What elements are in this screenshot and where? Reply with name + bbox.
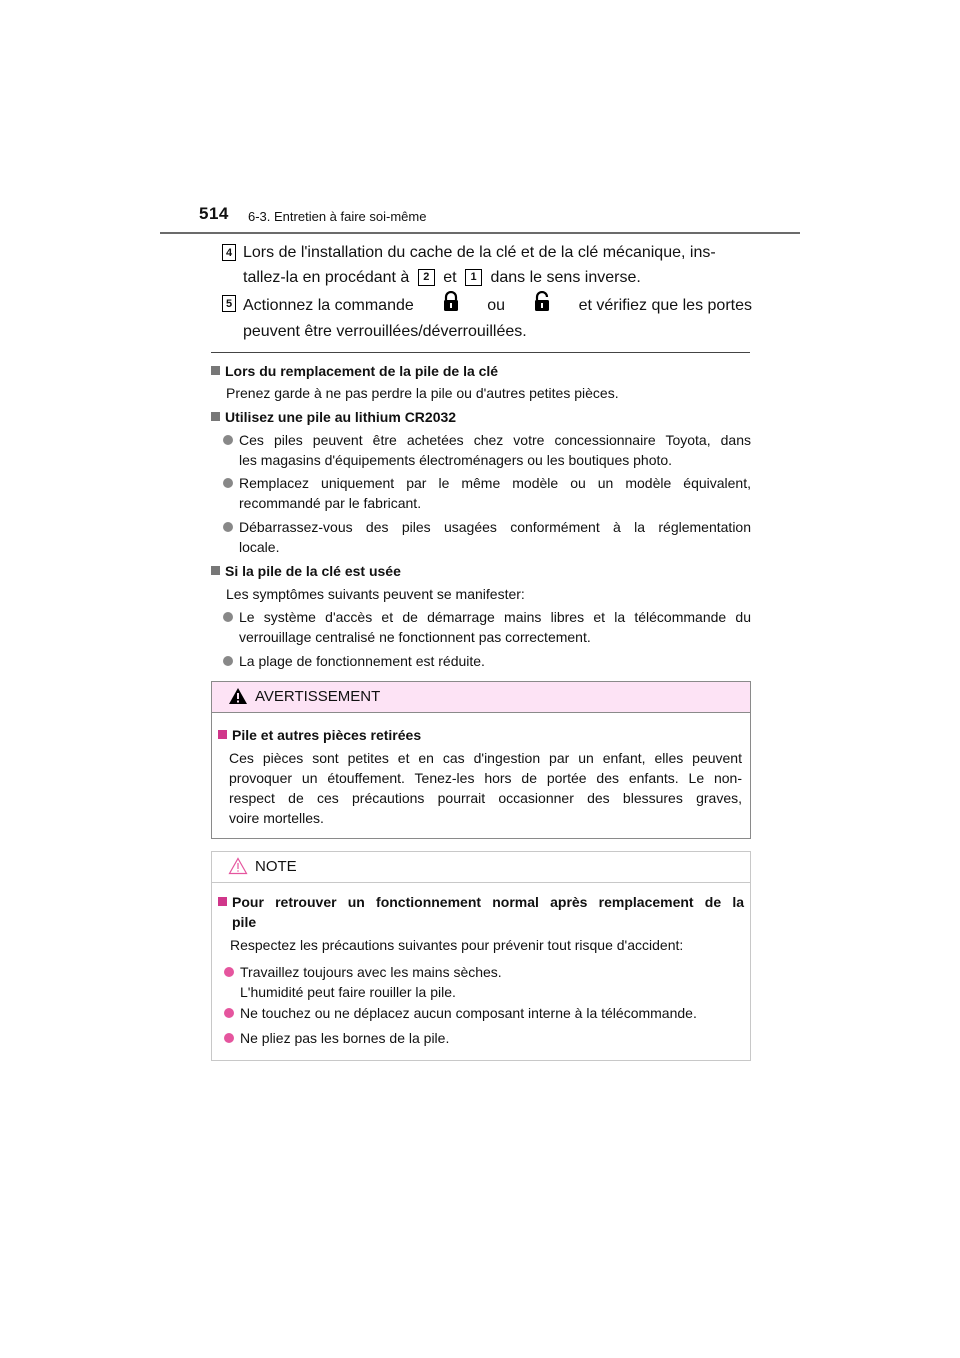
header-divider [160, 232, 800, 234]
warning-heading [218, 725, 742, 745]
step-text-line: peuvent être verrouillées/déverrouillées. [243, 323, 527, 340]
note-battery-replacement [211, 361, 751, 403]
step-number: 4 [222, 244, 236, 261]
square-bullet-icon [218, 897, 227, 906]
bullet-text: Travaillez toujours avec les mains sèches. [240, 964, 502, 980]
note-box-content [218, 892, 744, 955]
note-box-heading-text: Pour retrouver un fonctionnement normal après remplacement de la [232, 894, 744, 910]
note-box-title: NOTE [255, 858, 297, 875]
bullet-text: verrouillage centralisé ne fonctionnent pas correctement. [239, 629, 591, 645]
list-item [223, 430, 751, 470]
step-text: et [443, 269, 457, 286]
bullet-text: Débarrassez-vous des piles usagées conformément à la réglementation [239, 519, 751, 535]
section-divider [211, 352, 750, 353]
bullet-text: L'humidité peut faire rouiller la pile. [240, 984, 456, 1000]
square-bullet-icon [218, 730, 227, 739]
bullet-icon [223, 435, 233, 445]
note-heading [211, 561, 751, 581]
page-number: 514 [199, 204, 229, 223]
note-title-bar [212, 852, 750, 883]
note-box [211, 851, 751, 1061]
step-text: et vérifiez que les portes [578, 296, 752, 314]
note-battery-type [211, 407, 751, 427]
step-text-line [243, 291, 752, 319]
note-heading-text: Si la pile de la clé est usée [225, 563, 401, 579]
note-heading-text: Utilisez une pile au lithium CR2032 [225, 409, 457, 425]
step-reference: 2 [418, 269, 435, 286]
step-5 [222, 291, 752, 341]
warning-line: provoquer un étouffement. Tenez-les hors de portée des enfants. Le non- [229, 770, 742, 786]
bullet-text: recommandé par le fabricant. [239, 495, 422, 511]
note-heading [211, 407, 751, 427]
list-item [224, 1028, 744, 1048]
list-item [223, 651, 751, 671]
square-bullet-icon [211, 366, 220, 375]
warning-body [218, 748, 742, 828]
bullet-text: Ces piles peuvent être achetées chez votre concessionnaire Toyota, dans [239, 432, 751, 448]
warning-line: Ces pièces sont petites et en cas d'ingestion par un enfant, elles peuvent [229, 750, 742, 766]
bullet-icon [224, 1033, 234, 1043]
bullet-icon [223, 612, 233, 622]
warning-heading-text: Pile et autres pièces retirées [232, 727, 422, 743]
unlock-icon [534, 291, 550, 319]
bullet-text: Remplacez uniquement par le même modèle ou un modèle équivalent, [239, 475, 751, 491]
bullet-text: La plage de fonctionnement est réduite. [239, 653, 485, 669]
warning-title: AVERTISSEMENT [255, 688, 381, 705]
note-box-heading [218, 892, 744, 932]
warning-title-bar [212, 682, 750, 713]
warning-line: respect de ces précautions pourrait occasionner des blessures graves, [229, 790, 742, 806]
bullet-icon [224, 967, 234, 977]
step-number: 5 [222, 295, 236, 312]
step-4 [222, 240, 752, 290]
bullet-icon [223, 656, 233, 666]
warning-box [211, 681, 751, 839]
note-heading [211, 361, 751, 381]
warning-content [218, 725, 742, 828]
bullet-text: locale. [239, 539, 280, 555]
list-item [224, 1003, 744, 1023]
step-text-line: Lors de l'installation du cache de la clé et de la clé mécanique, ins- [243, 244, 716, 261]
step-text: tallez-la en procédant à [243, 269, 410, 286]
list-item [223, 473, 751, 513]
note-box-heading-text: pile [232, 914, 257, 930]
step-text: Actionnez la commande [243, 296, 414, 314]
note-box-body: Respectez les précautions suivantes pour prévenir tout risque d'accident: [230, 937, 684, 953]
caution-triangle-icon [228, 857, 248, 880]
step-text: dans le sens inverse. [490, 269, 641, 286]
step-text-line [243, 265, 752, 290]
bullet-text: les magasins d'équipements électroménagers ou les boutiques photo. [239, 452, 673, 468]
lock-icon [443, 291, 459, 319]
note-heading-text: Lors du remplacement de la pile de la clé [225, 363, 499, 379]
note-body: Les symptômes suivants peuvent se manifester: [226, 586, 525, 602]
bullet-icon [223, 478, 233, 488]
square-bullet-icon [211, 566, 220, 575]
note-body: Prenez garde à ne pas perdre la pile ou d'autres petites pièces. [226, 385, 619, 401]
list-item [224, 962, 744, 1002]
warning-triangle-icon [228, 687, 248, 710]
bullet-icon [223, 522, 233, 532]
step-text: ou [487, 296, 506, 314]
note-battery-worn [211, 561, 751, 604]
list-item [223, 607, 751, 647]
bullet-text: Ne touchez ou ne déplacez aucun composant interne à la télécommande. [240, 1005, 697, 1021]
step-reference: 1 [465, 269, 482, 286]
warning-line: voire mortelles. [229, 810, 324, 826]
list-item [223, 517, 751, 557]
square-bullet-icon [211, 412, 220, 421]
section-title: 6-3. Entretien à faire soi-même [248, 209, 427, 224]
bullet-text: Le système d'accès et de démarrage mains libres et la télécommande du [239, 609, 751, 625]
bullet-icon [224, 1008, 234, 1018]
bullet-text: Ne pliez pas les bornes de la pile. [240, 1030, 450, 1046]
